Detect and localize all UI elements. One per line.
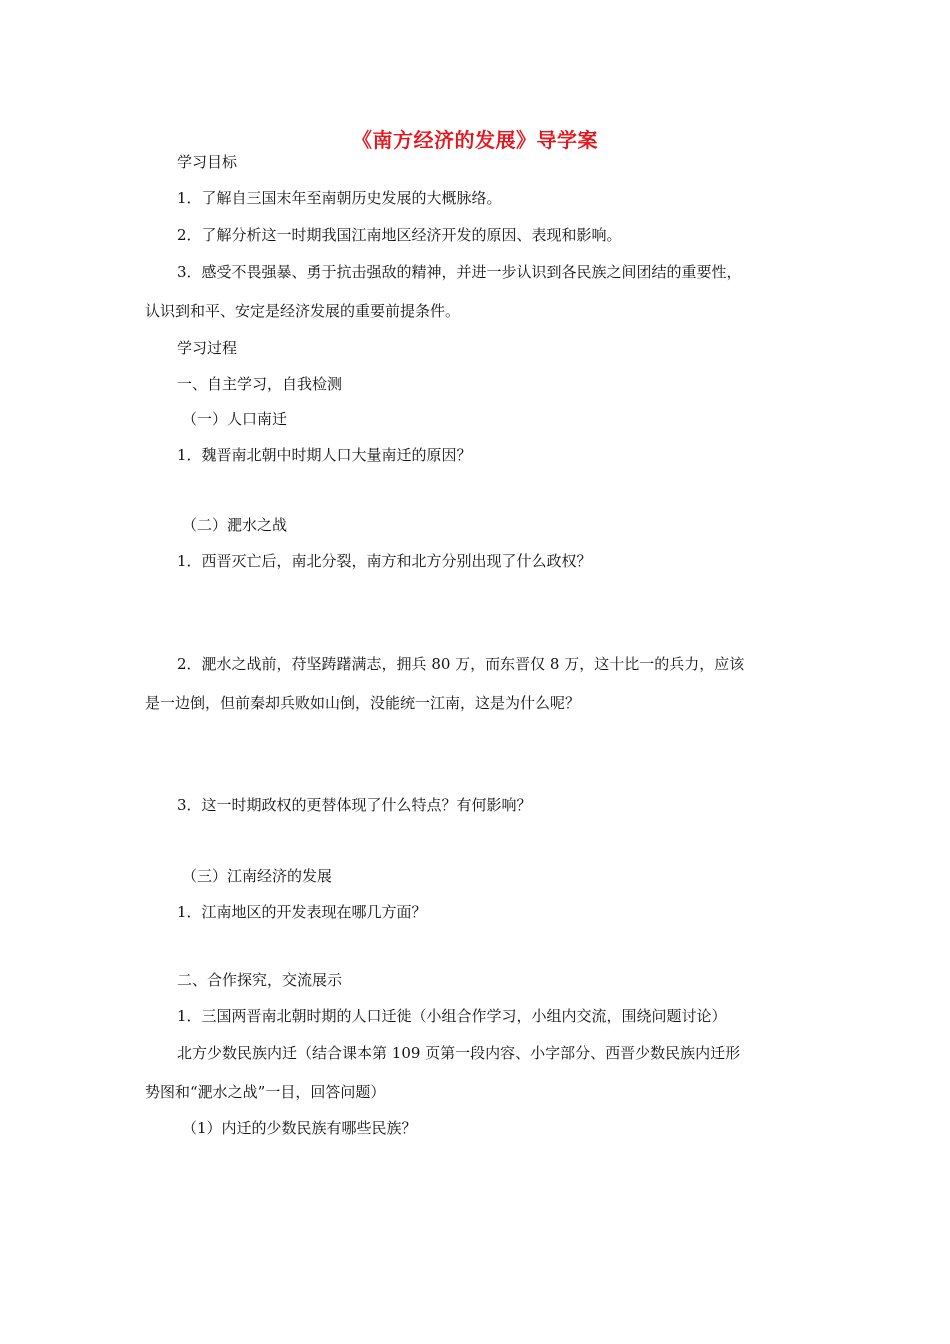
part1-heading: 一、自主学习，自我检测 (177, 375, 343, 393)
sub3-question-1: 1．江南地区的开发表现在哪几方面？ (177, 903, 427, 921)
document-title: 《南方经济的发展》导学案 (352, 128, 598, 152)
sub3-heading: （三）江南经济的发展 (182, 867, 333, 885)
goal-item-2: 2．了解分析这一时期我国江南地区经济开发的原因、表现和影响。 (177, 226, 622, 244)
process-heading: 学习过程 (177, 339, 238, 357)
sub2-question-3: 3．这一时期政权的更替体现了什么特点？有何影响？ (177, 796, 532, 814)
part2-question-1: （1）内迁的少数民族有哪些民族？ (182, 1119, 417, 1137)
sub2-question-2-line-2: 是一边倒，但前秦却兵败如山倒，没能统一江南，这是为什么呢？ (145, 694, 581, 712)
part2-paragraph-line-1: 北方少数民族内迁（结合课本第 109 页第一段内容、小字部分、西晋少数民族内迁形 (177, 1044, 741, 1062)
part2-item-1: 1．三国两晋南北朝时期的人口迁徙（小组合作学习，小组内交流，围绕问题讨论） (177, 1007, 727, 1025)
sub2-question-1: 1．西晋灭亡后，南北分裂，南方和北方分别出现了什么政权？ (177, 552, 592, 570)
sub2-heading: （二）淝水之战 (182, 516, 288, 534)
sub2-question-2-line-1: 2．淝水之战前，苻坚踌躇满志，拥兵 80 万，而东晋仅 8 万，这十比一的兵力，应该 (177, 655, 745, 673)
sub1-question-1: 1．魏晋南北朝中时期人口大量南迁的原因？ (177, 446, 472, 464)
goal-item-3-line-2: 认识到和平、安定是经济发展的重要前提条件。 (145, 302, 461, 320)
part2-heading: 二、合作探究，交流展示 (177, 971, 343, 989)
goal-item-1: 1．了解自三国末年至南朝历史发展的大概脉络。 (177, 189, 502, 207)
part2-paragraph-line-2: 势图和“淝水之战”一目，回答问题） (145, 1083, 386, 1101)
goal-item-3-line-1: 3．感受不畏强暴、勇于抗击强敌的精神，并进一步认识到各民族之间团结的重要性， (177, 263, 742, 281)
sub1-heading: （一）人口南迁 (182, 410, 288, 428)
goals-heading: 学习目标 (177, 153, 238, 171)
